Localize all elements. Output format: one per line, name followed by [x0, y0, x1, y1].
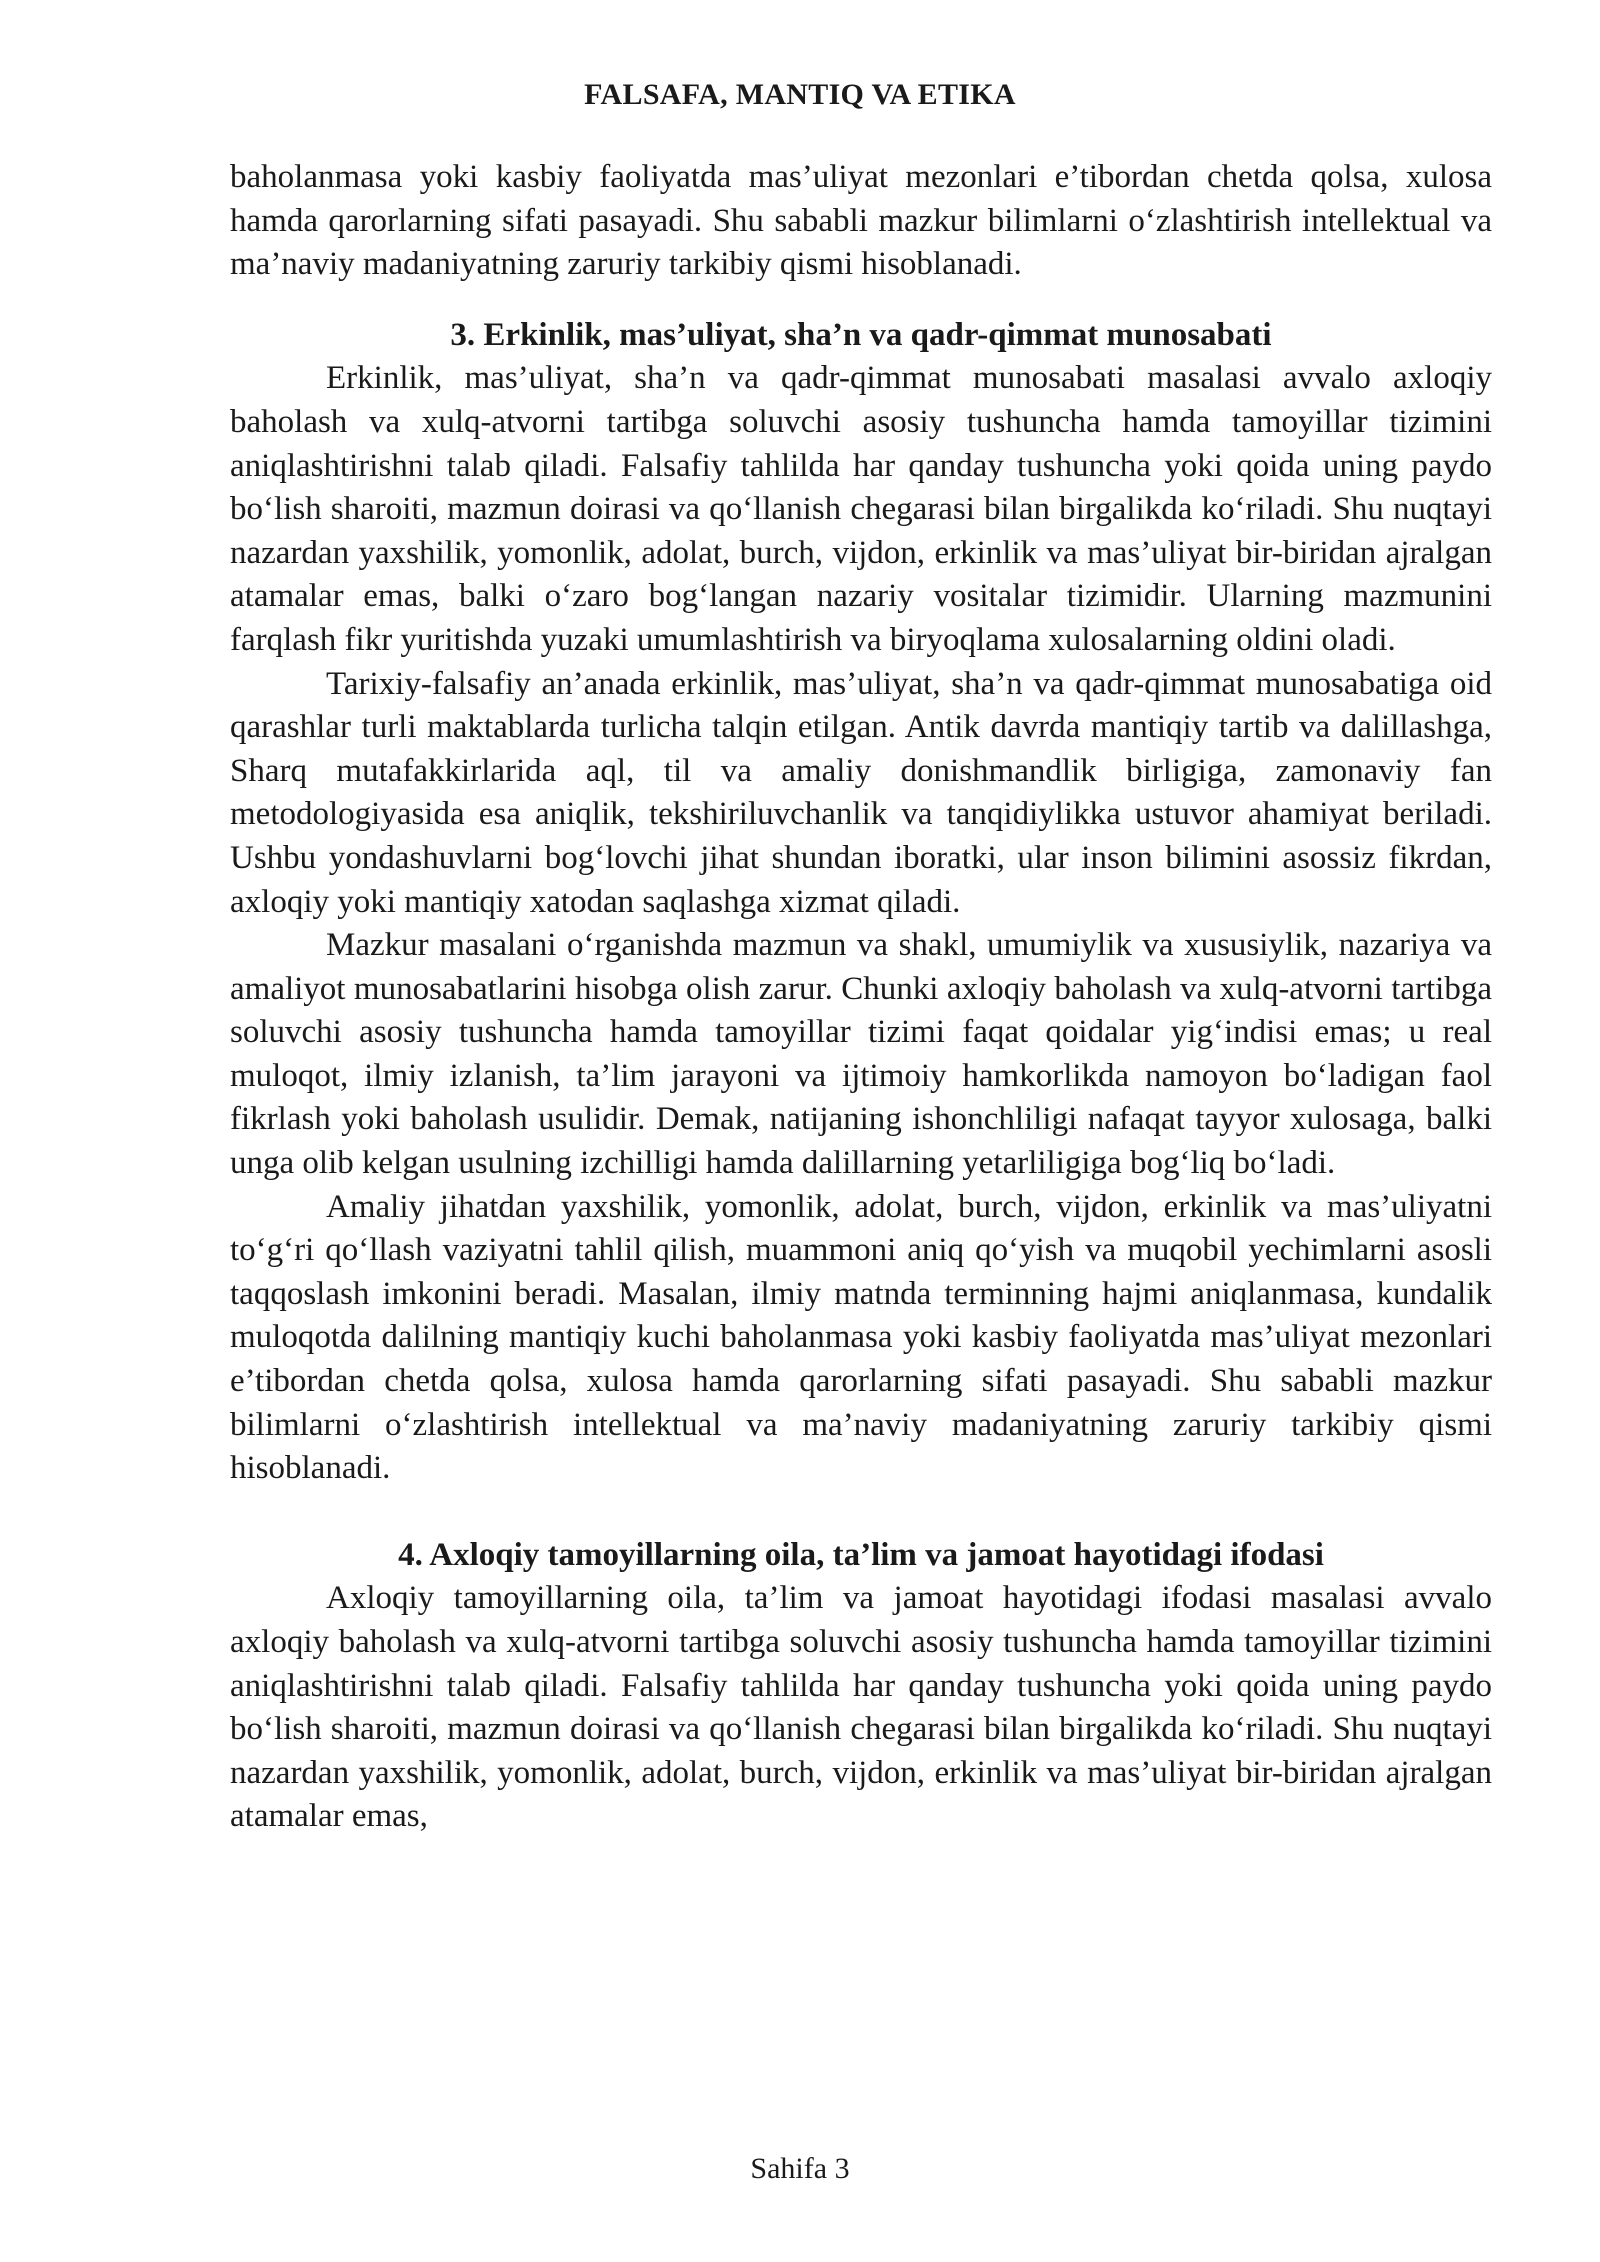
page-number: Sahifa 3	[750, 2152, 850, 2185]
page-header: FALSAFA, MANTIQ VA ETIKA	[584, 78, 1016, 111]
document-body	[230, 156, 1492, 1839]
paragraph: Amaliy jihatdan yaxshilik, yomonlik, adolat, burch, vijdon, erkinlik va mas’uliyatni to‘g‘ri qo‘llash vaziyatni tahlil qilish, muammoni aniq qo‘yish va muqobil yechimlarni asosli taqqoslash imkonini beradi. Masalan, ilmiy matnda terminning hajmi aniqlanmasa, kundalik muloqotda dalilning mantiqiy kuchi baholanmasa yoki kasbiy faoliyatda mas’uliyat mezonlari e’tibordan chetda qolsa, xulosa hamda qarorlarning sifati pasayadi. Shu sababli mazkur bilimlarni o‘zlashtirish intellektual va ma’naviy madaniyatning zaruriy tarkibiy qismi hisoblanadi.	[230, 1188, 1492, 1487]
section-heading-4: 4. Axloqiy tamoyillarning oila, ta’lim va jamoat hayotidagi ifodasi	[398, 1536, 1324, 1573]
paragraph: Axloqiy tamoyillarning oila, ta’lim va jamoat hayotidagi ifodasi masalasi avvalo axloqiy baholash va xulq-atvorni tartibga soluvchi asosiy tushuncha hamda tamoyillar tizimini aniqlashtirishni talab qiladi. Falsafiy tahlilda har qanday tushuncha yoki qoida uning paydo bo‘lish sharoiti, mazmun doirasi va qo‘llanish chegarasi bilan birgalikda ko‘riladi. Shu nuqtayi nazardan yaxshilik, yomonlik, adolat, burch, vijdon, erkinlik va mas’uliyat bir-biridan ajralgan atamalar emas,	[230, 1580, 1492, 1835]
paragraph: Tarixiy-falsafiy an’anada erkinlik, mas’uliyat, sha’n va qadr-qimmat munosabatiga oid qarashlar turli maktablarda turlicha talqin etilgan. Antik davrda mantiqiy tartib va dalillashga, Sharq mutafakkirlarida aql, til va amaliy donishmandlik birligiga, zamonaviy fan metodologiyasida esa aniqlik, tekshiriluvchanlik va tanqidiylikka ustuvor ahamiyat beriladi. Ushbu yondashuvlarni bog‘lovchi jihat shundan iboratki, ular inson bilimini asossiz fikrdan, axloqiy yoki mantiqiy xatodan saqlashga xizmat qiladi.	[230, 665, 1492, 920]
intro-paragraph: baholanmasa yoki kasbiy faoliyatda mas’uliyat mezonlari e’tibordan chetda qolsa, xulosa hamda qarorlarning sifati pasayadi. Shu sababli mazkur bilimlarni o‘zlashtirish intellektual va ma’naviy madaniyatning zaruriy tarkibiy qismi hisoblanadi.	[230, 159, 1492, 283]
section-heading-3: 3. Erkinlik, mas’uliyat, sha’n va qadr-qimmat munosabati	[450, 316, 1272, 353]
paragraph: Erkinlik, mas’uliyat, sha’n va qadr-qimmat munosabati masalasi avvalo axloqiy baholash va xulq-atvorni tartibga soluvchi asosiy tushuncha hamda tamoyillar tizimini aniqlashtirishni talab qiladi. Falsafiy tahlilda har qanday tushuncha yoki qoida uning paydo bo‘lish sharoiti, mazmun doirasi va qo‘llanish chegarasi bilan birgalikda ko‘riladi. Shu nuqtayi nazardan yaxshilik, yomonlik, adolat, burch, vijdon, erkinlik va mas’uliyat bir-biridan ajralgan atamalar emas, balki o‘zaro bog‘langan nazariy vositalar tizimidir. Ularning mazmunini farqlash fikr yuritishda yuzaki umumlashtirish va biryoqlama xulosalarning oldini oladi.	[230, 360, 1492, 658]
paragraph: Mazkur masalani o‘rganishda mazmun va shakl, umumiylik va xususiylik, nazariya va amaliyot munosabatlarini hisobga olish zarur. Chunki axloqiy baholash va xulq-atvorni tartibga soluvchi asosiy tushuncha hamda tamoyillar tizimi faqat qoidalar yig‘indisi emas; u real muloqot, ilmiy izlanish, ta’lim jarayoni va ijtimoiy hamkorlikda namoyon bo‘ladigan faol fikrlash yoki baholash usulidir. Demak, natijaning ishonchliligi nafaqat tayyor xulosaga, balki unga olib kelgan usulning izchilligi hamda dalillarning yetarliligiga bog‘liq bo‘ladi.	[230, 927, 1492, 1182]
